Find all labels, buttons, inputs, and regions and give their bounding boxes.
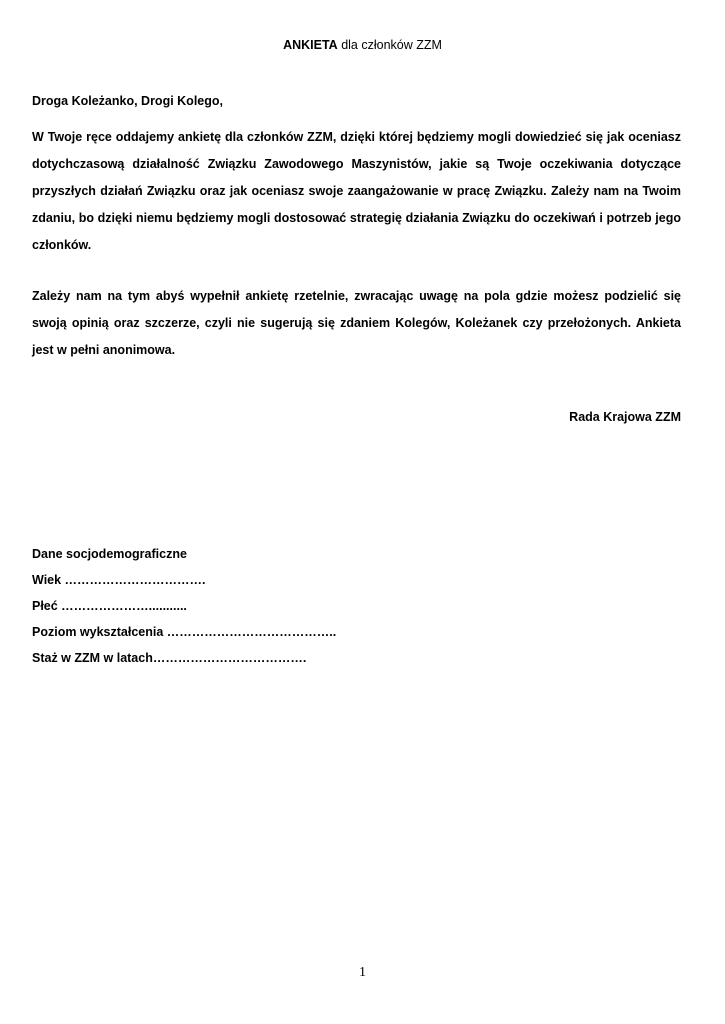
demographics-heading: Dane socjodemograficzne xyxy=(32,547,187,561)
title-rest: dla członków ZZM xyxy=(337,38,442,52)
field-education: Poziom wykształcenia ………………………………….. xyxy=(32,625,337,639)
title-bold: ANKIETA xyxy=(283,38,338,52)
demographics-section xyxy=(32,541,681,671)
field-age: Wiek ……………………………. xyxy=(32,573,206,587)
instructions-paragraph: Zależy nam na tym abyś wypełnił ankietę rzetelnie, zwracając uwagę na pola gdzie możesz podzielić się swoją opinią oraz szczerze, czyli nie sugerują się zdaniem Kolegów, Koleżanek czy przełożonych. Ankieta jest w pełni anonimowa. xyxy=(32,288,681,357)
field-gender: Płeć …………………........... xyxy=(32,599,187,613)
page-title xyxy=(0,37,725,53)
signature: Rada Krajowa ZZM xyxy=(569,410,681,424)
greeting: Droga Koleżanko, Drogi Kolego, xyxy=(32,94,223,108)
page-number: 1 xyxy=(359,965,366,980)
field-seniority: Staż w ZZM w latach………………………………. xyxy=(32,651,307,665)
intro-paragraph: W Twoje ręce oddajemy ankietę dla członków ZZM, dzięki której będziemy mogli dowiedzieć się jak oceniasz dotychczasową działalność Związku Zawodowego Maszynistów, jakie są Twoje oczekiwania dotyczące przyszłych działań Związku oraz jak oceniasz swoje zaangażowanie w pracę Związku. Zależy nam na Twoim zdaniu, bo dzięki niemu będziemy mogli dostosować strategię działania Związku do oczekiwań i potrzeb jego członków. xyxy=(32,129,681,252)
